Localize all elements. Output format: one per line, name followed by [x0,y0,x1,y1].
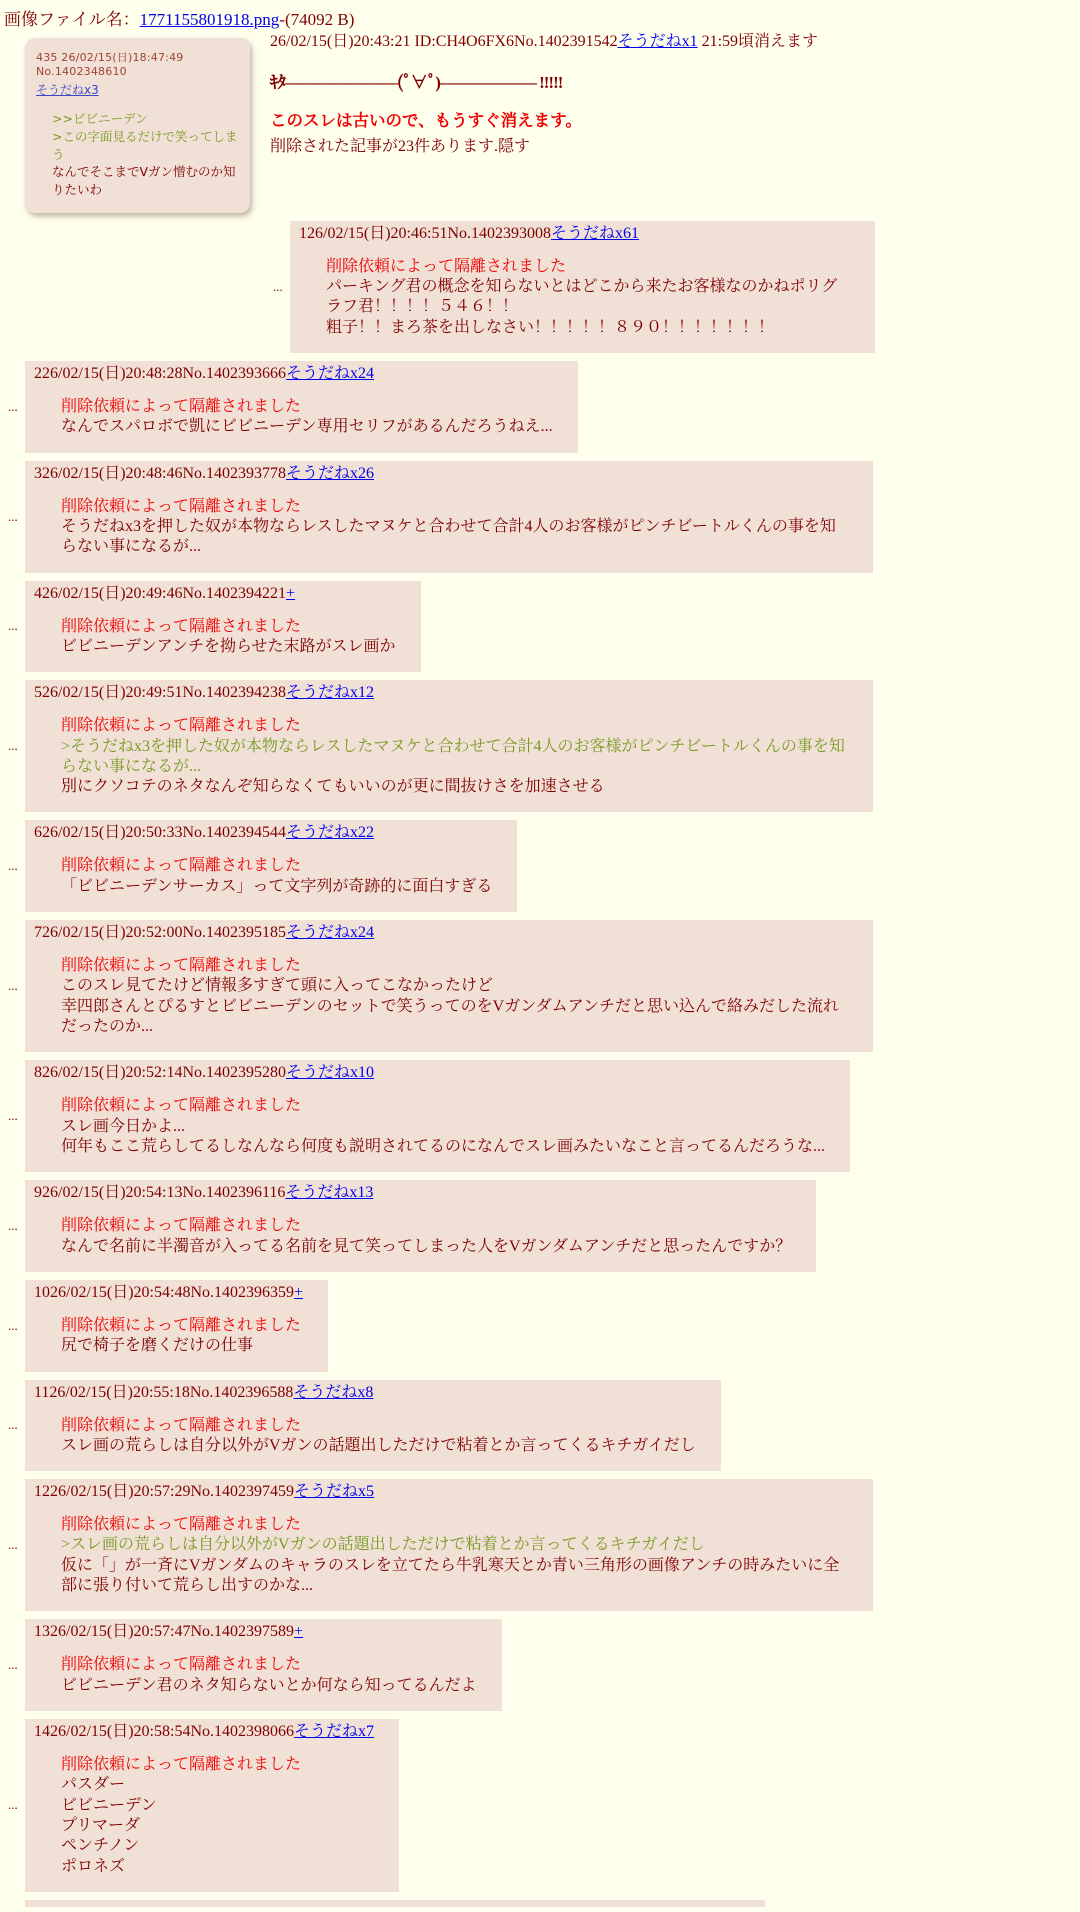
reply-datetime: 26/02/15(日)20:54:48 [50,1283,191,1301]
deletion-notice: 削除依頼によって隔離されました [61,857,302,875]
reply-datetime: 26/02/15(日)20:57:47 [50,1623,191,1641]
reply-number: No.1402396116 [182,1184,286,1202]
text-line: 幸四郎さんとぴるすとビビニーデンのセットで笑うってのをVガンダムアンチだと思い込んで絡みだした流れだったのか... [61,997,839,1035]
reply-post [0,1280,1080,1372]
deletion-notice: 削除依頼によって隔離されました [61,1656,302,1674]
deletion-notice: 削除依頼によって隔離されました [61,398,302,415]
file-link[interactable]: 1771155801918.png [139,10,280,29]
reply-body [326,257,850,338]
text-line: このスレ見てたけど情報多すぎて頭に入ってこなかったけど [61,977,494,995]
deletion-notice: 削除依頼によって隔離されました [61,1516,302,1534]
text-line: ビビニーデン君のネタ知らないとか何なら知ってるんだよ [61,1676,477,1694]
sodane-link[interactable]: そうだねx12 [286,684,375,702]
deleted-count-text: 削除された記事が23件あります. [270,137,499,155]
reply-post [0,361,1080,453]
reply-header [34,1622,477,1642]
reply-header [34,683,848,703]
reply-datetime: 26/02/15(日)20:49:51 [42,684,183,702]
reply-post [0,461,1080,573]
reply-post [0,1479,1080,1611]
text-line: プリマーダ [61,1816,141,1834]
reply-box [25,461,873,573]
sodane-link[interactable]: そうだねx7 [294,1723,375,1740]
reply-box [25,680,873,812]
text-line: スレ画今日かよ... [61,1117,186,1135]
reply-number: No.1402394544 [182,824,287,842]
reply-datetime: 26/02/15(日)20:55:18 [49,1383,190,1401]
expand-dots[interactable]: ... [8,618,18,634]
reply-body [61,397,553,438]
reply-body [61,716,848,797]
reply-box [25,1380,721,1472]
reply-body [61,1216,791,1257]
reply-header [34,464,848,484]
quote-line: >この字面見るだけで笑ってしまう [52,128,238,162]
sodane-link[interactable]: + [294,1283,304,1301]
reply-body [61,1515,848,1596]
reply-post [265,221,1080,353]
reply-number: No.1402393008 [447,224,552,242]
partial-next-post [25,1900,765,1907]
text-line: 「ビビニーデンサーカス」って文字列が奇跡的に面白すぎる [61,877,493,895]
op-content [270,30,1080,156]
text-line: 仮に「」が一斉にVガンダムのキャラのスレを立てたら牛乳寒天とか青い三角形の画像アンチの時みたいに全部に張り付いて荒らし出すのかな... [61,1556,840,1595]
text-line: なんで名前に半濁音が入ってる名前を見て笑ってしまった人をVガンダムアンチだと思ったんですか？ [61,1237,792,1255]
reply-index: 3 [34,464,42,482]
reply-index: 1 [299,224,307,242]
reply-post [0,1380,1080,1472]
reply-datetime: 26/02/15(日)20:57:29 [50,1483,191,1501]
reply-post [0,1719,1080,1892]
text-line: ビビニーデン [61,1796,157,1814]
reply-number: No.1402396359 [190,1283,295,1301]
text-line: 何年もここ荒らしてるしなんなら何度も説明されてるのになんでスレ画みたいなこと言ってるんだろうな... [61,1137,826,1155]
sodane-link[interactable]: そうだねx26 [286,464,375,482]
reply-number: No.1402395185 [182,924,287,942]
deletion-notice: 削除依頼によって隔離されました [61,497,302,515]
deletion-notice: 削除依頼によって隔離されました [61,617,302,635]
text-line: ビビニーデンアンチを拗らせた末路がスレ画か [61,637,396,655]
expand-dots[interactable]: ... [8,1417,18,1433]
reply-box [25,1280,328,1372]
expand-dots[interactable]: ... [8,1797,18,1813]
reply-body [61,1416,696,1457]
reply-number: No.1402394238 [182,684,287,702]
deletion-notice: 削除依頼によって隔離されました [61,1097,302,1115]
quote-line: >>ビビニーデン [52,111,148,126]
reply-number: No.1402397459 [190,1483,295,1501]
reply-box [25,581,421,673]
text-line: 尻で椅子を磨くだけの仕事 [61,1337,254,1355]
expand-dots[interactable]: ... [8,1108,18,1124]
op-header [270,32,1080,53]
reply-header [34,1482,848,1502]
reply-box [25,1479,873,1611]
reply-header [34,584,396,604]
reply-header [34,823,492,843]
reply-index: 10 [34,1283,50,1301]
reply-header [34,1383,696,1403]
sodane-link[interactable]: そうだねx24 [286,365,375,382]
reply-post [0,581,1080,673]
reply-index: 2 [34,365,42,382]
op-kita-ascii-art: ｷﾀ―――――――(ﾟ∀ﾟ)―――――― !!!!! [270,72,563,92]
reply-number: No.1402397589 [190,1623,295,1641]
sodane-link[interactable]: そうだねx22 [286,824,375,842]
text-line: 粗子！！まろ茶を出しなさい！！！！！８９０！！！！！！！ [326,318,775,336]
text-line: なんでスパロボで凱にビビニーデン専用セリフがあるんだろうねえ... [61,418,553,436]
reply-body [61,1655,477,1696]
op-quoted-image[interactable] [25,38,250,213]
reply-header [34,923,848,943]
op-number: No.1402391542 [514,33,618,50]
expand-dots[interactable]: ... [8,508,18,524]
file-size: -(74092 B) [279,10,355,29]
reply-index: 4 [34,584,42,602]
text-line: スレ画の荒らしは自分以外がVガンの話題出しただけで粘着とか言ってくるキチガイだし [61,1436,696,1454]
reply-box [290,221,875,353]
reply-post [0,680,1080,812]
deletion-notice: 削除依頼によって隔離されました [61,717,302,735]
quote-line: >スレ画の荒らしは自分以外がVガンの話題出しただけで粘着とか言ってくるキチガイだし [61,1536,705,1554]
reply-datetime: 26/02/15(日)20:52:00 [42,924,183,942]
hide-toggle[interactable]: 隠す [498,137,531,155]
deletion-notice: 削除依頼によって隔離されました [61,1217,302,1235]
reply-index: 14 [34,1723,50,1740]
text-line: パスダー [61,1776,126,1794]
reply-body [61,497,848,558]
reply-datetime: 26/02/15(日)20:48:46 [42,464,183,482]
reply-body [61,856,492,897]
text-line: なんでそこまでVガン憎むのか知りたいわ [52,164,236,197]
reply-datetime: 26/02/15(日)20:49:46 [42,584,183,602]
reply-post [0,1060,1080,1172]
reply-post [0,1619,1080,1711]
expand-dots[interactable]: ... [8,858,18,874]
sodane-link[interactable]: そうだねx61 [551,224,640,242]
sodane-link[interactable]: + [286,584,296,602]
deletion-notice: 削除依頼によって隔離されました [61,1316,302,1334]
reply-index: 13 [34,1623,50,1641]
reply-datetime: 26/02/15(日)20:52:14 [42,1064,183,1082]
reply-datetime: 26/02/15(日)20:46:51 [307,224,448,242]
replies-list [0,219,1080,1892]
reply-body [61,956,848,1037]
expand-dots[interactable]: ... [8,398,18,414]
reply-post [0,920,1080,1052]
sodane-link[interactable]: + [294,1623,304,1641]
reply-number: No.1402396588 [189,1383,294,1401]
expand-dots[interactable]: ... [8,1317,18,1333]
deletion-notice: 削除依頼によって隔離されました [61,957,302,975]
quoted-post-body [52,110,241,199]
reply-number: No.1402394221 [182,584,287,602]
op-datetime: 26/02/15(日)20:43:21 [270,33,415,50]
op-id: ID:CH4O6FX6 [414,33,515,50]
reply-datetime: 26/02/15(日)20:54:13 [42,1184,183,1202]
expand-dots[interactable]: ... [8,1218,18,1234]
reply-index: 9 [34,1184,42,1202]
reply-header [34,1063,825,1083]
sodane-link[interactable]: そうだねx8 [293,1383,374,1401]
sodane-link[interactable]: そうだねx5 [294,1483,375,1501]
reply-box [25,1619,502,1711]
quoted-post-meta: 435 26/02/15(日)18:47:49 No.1402348610 [36,51,184,78]
file-info-line [0,0,1080,30]
reply-index: 8 [34,1064,42,1082]
reply-header [34,1722,374,1742]
op-post [0,30,1080,219]
reply-box [25,361,578,453]
deletion-notice: 削除依頼によって隔離されました [61,1416,302,1434]
old-thread-warning: このスレは古いので、もうすぐ消えます。 [270,110,582,130]
reply-number: No.1402395280 [182,1064,287,1082]
reply-box [25,1060,850,1172]
reply-body [61,1096,825,1157]
reply-header [34,1183,791,1203]
expand-dots[interactable]: ... [8,978,18,994]
sodane-link[interactable]: そうだねx24 [286,924,375,942]
quote-line: >そうだねx3を押した奴が本物ならレスしたマヌケと合わせて合計4人のお客様がピンチビートルくんの事を知らない事になるが... [61,737,845,775]
expand-dots[interactable]: ... [273,278,283,294]
expand-dots[interactable]: ... [8,738,18,754]
reply-body [61,617,396,658]
reply-datetime: 26/02/15(日)20:50:33 [42,824,183,842]
quoted-post-sodane-link: そうだねx3 [36,83,99,97]
reply-header [34,364,553,384]
expand-dots[interactable]: ... [8,1657,18,1673]
expand-dots[interactable]: ... [8,1537,18,1553]
text-line: ポロネズ [61,1857,126,1875]
reply-box [25,820,517,912]
reply-number: No.1402393666 [182,365,287,382]
reply-body [61,1755,374,1877]
reply-index: 6 [34,824,42,842]
reply-index: 5 [34,684,42,702]
reply-datetime: 26/02/15(日)20:48:28 [42,365,183,382]
reply-box [25,1180,816,1272]
reply-header [299,224,850,244]
file-label: 画像ファイル名： [4,10,140,29]
text-line: そうだねx3を押した奴が本物ならレスしたマヌケと合わせて合計4人のお客様がピンチビートルくんの事を知らない事になるが... [61,517,836,556]
reply-post [0,820,1080,912]
op-expire-time: 21:59頃消えます [697,33,819,50]
reply-number: No.1402398066 [190,1723,295,1740]
reply-index: 11 [34,1383,50,1401]
deleted-count-line [270,133,1080,156]
reply-index: 7 [34,924,42,942]
deletion-notice: 削除依頼によって隔離されました [61,1756,302,1773]
reply-header [34,1283,303,1303]
reply-post [0,1180,1080,1272]
reply-box [25,920,873,1052]
deletion-notice: 削除依頼によって隔離されました [326,257,567,275]
reply-index: 12 [34,1483,50,1501]
reply-number: No.1402393778 [182,464,287,482]
reply-body [61,1316,303,1357]
text-line: パーキング君の概念を知らないとはどこから来たお客様なのかねポリグラフ君！！！！５４６！！ [326,278,838,316]
sodane-link[interactable]: そうだねx13 [285,1184,374,1202]
text-line: ペンチノン [61,1837,140,1855]
op-sodane-link[interactable]: そうだねx1 [617,33,698,50]
text-line: 別にクソコテのネタなんぞ知らなくてもいいのが更に間抜けさを加速させる [61,778,605,796]
reply-box [25,1719,399,1892]
sodane-link[interactable]: そうだねx10 [286,1064,375,1082]
reply-datetime: 26/02/15(日)20:58:54 [50,1723,191,1740]
